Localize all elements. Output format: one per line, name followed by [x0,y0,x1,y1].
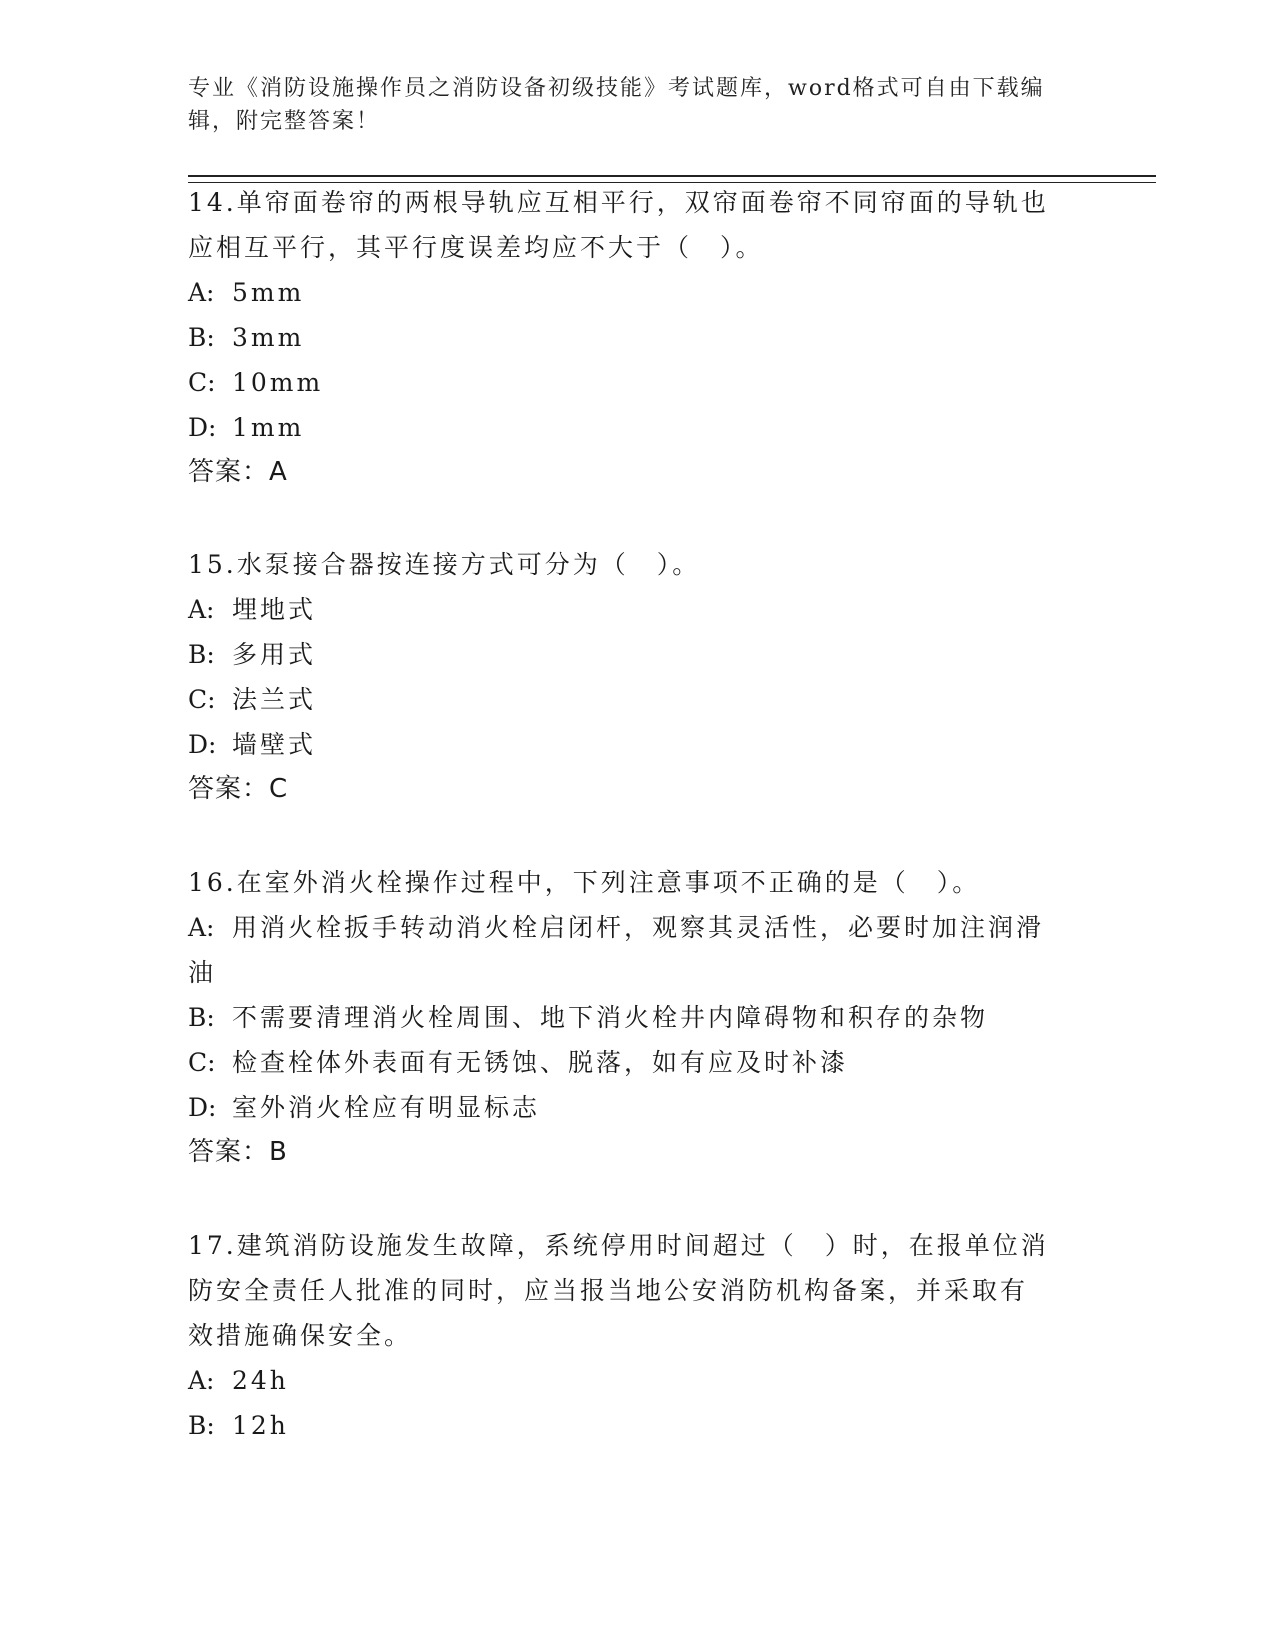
header-line-1: 专业《消防设施操作员之消防设备初级技能》考试题库，word格式可自由下载编 [188,76,1045,101]
option-key: B: [188,640,215,669]
option-d [188,1085,1088,1130]
option-text: 24h [232,1366,289,1395]
option-a [188,905,1088,950]
question-stem-line: 应相互平行，其平行度误差均应不大于（ ）。 [188,233,764,262]
header-divider-thick [188,175,1156,177]
question-17 [188,1223,1088,1448]
option-text: 1mm [232,413,305,442]
option-key: D: [188,413,217,442]
option-text: 室外消火栓应有明显标志 [232,1093,541,1122]
option-text: 用消火栓扳手转动消火栓启闭杆，观察其灵活性，必要时加注润滑 [232,913,1045,942]
option-text: 不需要清理消火栓周围、地下消火栓井内障碍物和积存的杂物 [232,1003,989,1032]
option-key: A: [188,595,215,624]
option-a [188,270,1088,315]
option-a [188,1358,1088,1403]
question-stem-line: 效措施确保安全。 [188,1321,413,1350]
header-line-2: 辑，附完整答案！ [188,109,381,134]
option-text: 法兰式 [232,685,317,714]
option-d [188,405,1088,450]
answer-line: 答案：A [188,457,288,487]
option-c [188,677,1088,722]
option-key: C: [188,368,216,397]
question-stem-line: 14.单帘面卷帘的两根导轨应互相平行，双帘面卷帘不同帘面的导轨也 [188,188,1049,217]
option-a [188,587,1088,632]
option-text: 5mm [232,278,305,307]
option-key: A: [188,1366,215,1395]
question-stem-line: 16.在室外消火栓操作过程中，下列注意事项不正确的是（ ）。 [188,868,981,897]
option-c [188,1040,1088,1085]
question-stem-line: 17.建筑消防设施发生故障，系统停用时间超过（ ）时，在报单位消 [188,1231,1049,1260]
option-key: C: [188,1048,216,1077]
option-d [188,722,1088,767]
option-c [188,360,1088,405]
option-b [188,632,1088,677]
answer-line: 答案：C [188,774,289,804]
option-b [188,995,1088,1040]
option-text: 多用式 [232,640,317,669]
option-text: 12h [232,1411,289,1440]
answer-line: 答案：B [188,1137,288,1167]
option-key: A: [188,278,215,307]
option-text: 墙壁式 [232,730,317,759]
question-stem-line: 15.水泵接合器按连接方式可分为（ ）。 [188,550,701,579]
question-15 [188,542,1088,811]
option-key: B: [188,1411,215,1440]
question-14 [188,180,1088,494]
option-text: 3mm [232,323,305,352]
option-key: D: [188,1093,217,1122]
document-header [188,72,1068,138]
option-a-continuation: 油 [188,958,217,987]
option-key: A: [188,913,215,942]
option-text: 检查栓体外表面有无锈蚀、脱落，如有应及时补漆 [232,1048,849,1077]
option-text: 10mm [232,368,324,397]
question-stem-line: 防安全责任人批准的同时，应当报当地公安消防机构备案，并采取有 [188,1276,1029,1305]
option-b [188,315,1088,360]
option-key: D: [188,730,217,759]
option-key: B: [188,1003,215,1032]
option-text: 埋地式 [232,595,317,624]
option-key: C: [188,685,216,714]
question-16 [188,860,1088,1174]
option-key: B: [188,323,215,352]
option-b [188,1403,1088,1448]
